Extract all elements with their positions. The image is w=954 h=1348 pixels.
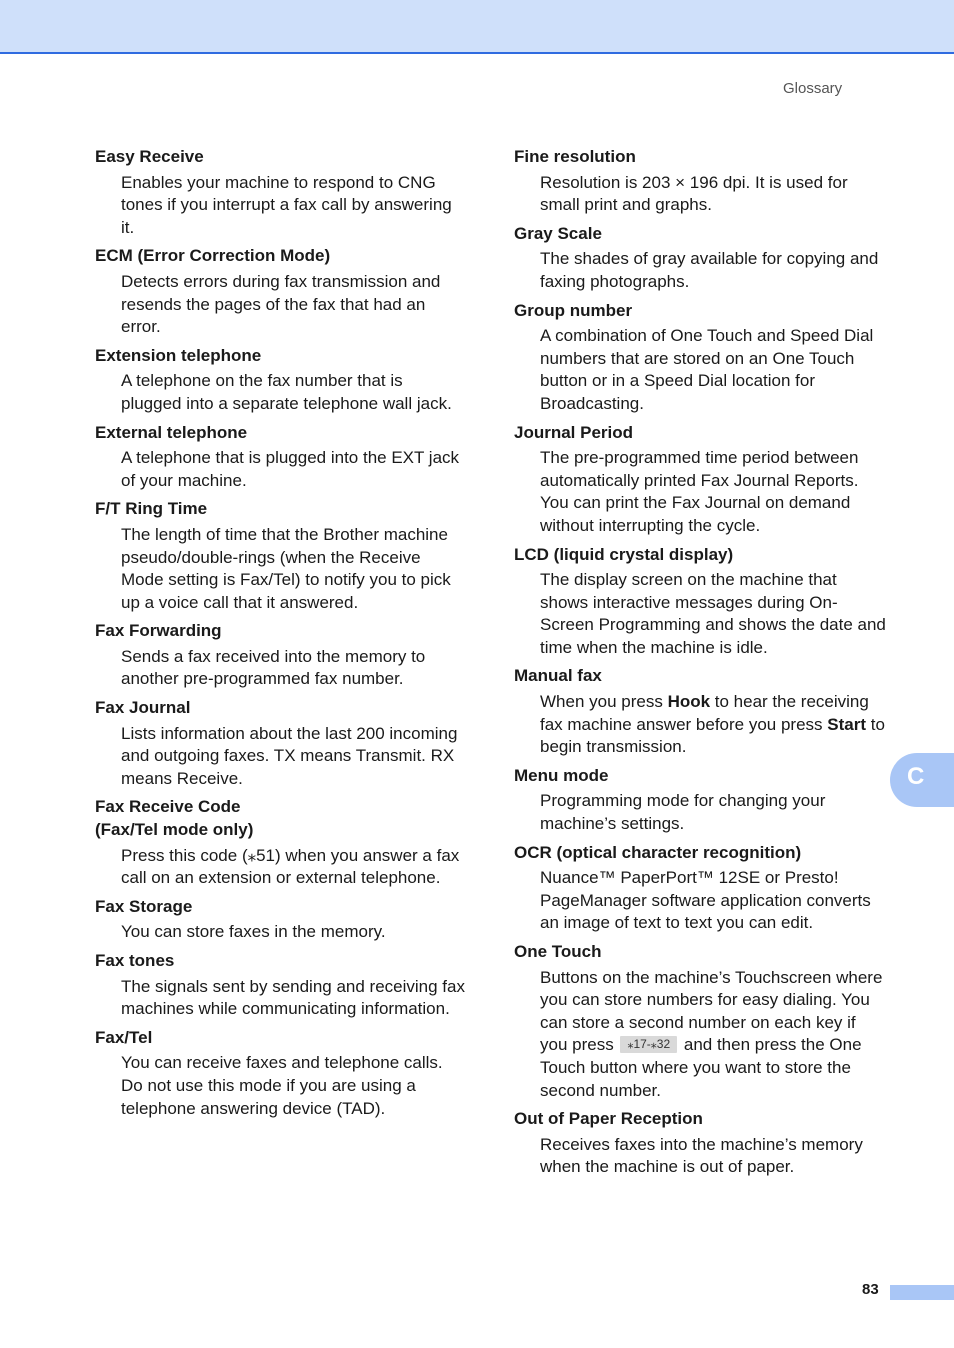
glossary-definition: The display screen on the machine that shows interactive messages during On-Screen Programming and shows the date and time when the machine is idle. — [540, 570, 886, 657]
glossary-term: LCD (liquid crystal display) — [514, 544, 734, 564]
glossary-entry — [95, 245, 467, 338]
hook-key-name: Hook — [667, 692, 711, 712]
footer-bar — [890, 1285, 954, 1300]
running-head: Glossary — [783, 80, 843, 97]
glossary-entry — [514, 544, 886, 660]
glossary-term: External telephone — [95, 422, 248, 442]
glossary-entry — [514, 223, 886, 294]
glossary-entry — [95, 796, 467, 889]
glossary-term: Fax tones — [95, 951, 175, 970]
glossary-definition: Receives faxes into the machine’s memory when the machine is out of paper. — [540, 1134, 863, 1177]
page-number: 83 — [862, 1281, 879, 1298]
glossary-entry — [95, 950, 467, 1021]
glossary-entry — [95, 345, 467, 416]
glossary-definition: Nuance™ PaperPort™ 12SE or Presto! PageManager software application converts an image of text to text you can edit. — [540, 868, 871, 933]
glossary-term: Out of Paper Reception — [514, 1109, 703, 1129]
glossary-definition: The shades of gray available for copying and faxing photographs. — [540, 249, 879, 291]
glossary-entry — [514, 941, 886, 1102]
glossary-definition: A telephone on the fax number that is plugged into a separate telephone wall jack. — [121, 371, 452, 413]
definition-text: to begin transmission. — [540, 714, 885, 757]
glossary-definition: Programming mode for changing your machine’s settings. — [540, 791, 826, 834]
glossary-left-column — [95, 146, 467, 1126]
glossary-entry — [514, 765, 886, 836]
glossary-term: Group number — [514, 300, 633, 320]
glossary-entry — [95, 697, 467, 790]
chapter-tab-letter: C — [907, 763, 925, 790]
glossary-definition: Sends a fax received into the memory to another pre-programmed fax number. — [121, 646, 426, 689]
glossary-definition: You can store faxes in the memory. — [121, 922, 386, 942]
glossary-entry — [95, 422, 467, 493]
glossary-term: Fine resolution — [514, 147, 636, 166]
glossary-term: Journal Period — [514, 422, 634, 442]
glossary-definition: The pre-programmed time period between automatically printed Fax Journal Reports. You can print the Fax Journal on demand without interrupting the cycle. — [540, 448, 859, 535]
glossary-entry — [514, 300, 886, 416]
glossary-definition: A telephone that is plugged into the EXT jack of your machine. — [121, 448, 460, 490]
glossary-term: ECM (Error Correction Mode) — [95, 246, 331, 266]
definition-text: to hear the receiving fax machine answer before you press — [540, 692, 869, 734]
glossary-definition: Press this code (⁎51) when you answer a fax call on an extension or external telephone. — [121, 845, 460, 888]
header-band — [0, 0, 954, 54]
glossary-definition: A combination of One Touch and Speed Dial numbers that are stored on an One Touch button or in a Speed Dial location for Broadcasting. — [540, 326, 874, 413]
glossary-definition — [540, 691, 886, 759]
glossary-entry — [95, 146, 467, 239]
glossary-term: Fax/Tel — [95, 1027, 153, 1047]
glossary-term: Easy Receive — [95, 147, 204, 166]
glossary-definition: Enables your machine to respond to CNG tones if you interrupt a fax call by answering it. — [121, 172, 452, 237]
glossary-term: Fax Receive Code (Fax/Tel mode only) — [95, 797, 254, 840]
glossary-definition: You can receive faxes and telephone calls. Do not use this mode if you are using a telephone answering device (TAD). — [121, 1053, 443, 1118]
chapter-tab — [890, 753, 954, 807]
glossary-definition: Detects errors during fax transmission and resends the pages of the fax that had an error. — [121, 271, 441, 337]
definition-text: and then press the One Touch button where you want to store the second number. — [540, 1035, 862, 1100]
glossary-term: OCR (optical character recognition) — [514, 842, 802, 862]
definition-text: When you press — [540, 692, 668, 712]
glossary-term: Extension telephone — [95, 345, 262, 365]
glossary-entry — [514, 842, 886, 935]
glossary-term: Fax Forwarding — [95, 621, 222, 641]
glossary-definition: The signals sent by sending and receiving fax machines while communicating information. — [121, 976, 465, 1019]
glossary-term: One Touch — [514, 942, 602, 961]
glossary-right-column — [514, 146, 886, 1185]
glossary-term: Fax Storage — [95, 896, 193, 916]
glossary-term: Menu mode — [514, 765, 609, 785]
glossary-term: Fax Journal — [95, 698, 191, 718]
glossary-definition: Lists information about the last 200 incoming and outgoing faxes. TX means Transmit. RX means Receive. — [121, 723, 458, 788]
glossary-entry — [95, 1027, 467, 1120]
glossary-entry — [95, 498, 467, 614]
glossary-entry — [514, 146, 886, 217]
glossary-definition — [540, 967, 886, 1103]
glossary-definition: Resolution is 203 × 196 dpi. It is used for small print and graphs. — [540, 172, 848, 215]
glossary-entry — [95, 620, 467, 691]
glossary-entry — [95, 896, 467, 944]
glossary-entry — [514, 1108, 886, 1179]
definition-text: Buttons on the machine’s Touchscreen where you can store numbers for easy dialing. You can store a second number on each key if you press — [540, 967, 883, 1055]
glossary-entry — [514, 665, 886, 758]
glossary-term: Gray Scale — [514, 223, 602, 243]
start-key-name: Start — [827, 714, 866, 734]
key-button-image: ⁎17-⁎32 — [620, 1036, 677, 1053]
glossary-definition: The length of time that the Brother machine pseudo/double-rings (when the Receive Mode setting is Fax/Tel) to notify you to pick up a voice call that it answered. — [121, 524, 451, 612]
glossary-entry — [514, 422, 886, 538]
glossary-term: Manual fax — [514, 666, 602, 686]
glossary-term: F/T Ring Time — [95, 499, 208, 519]
